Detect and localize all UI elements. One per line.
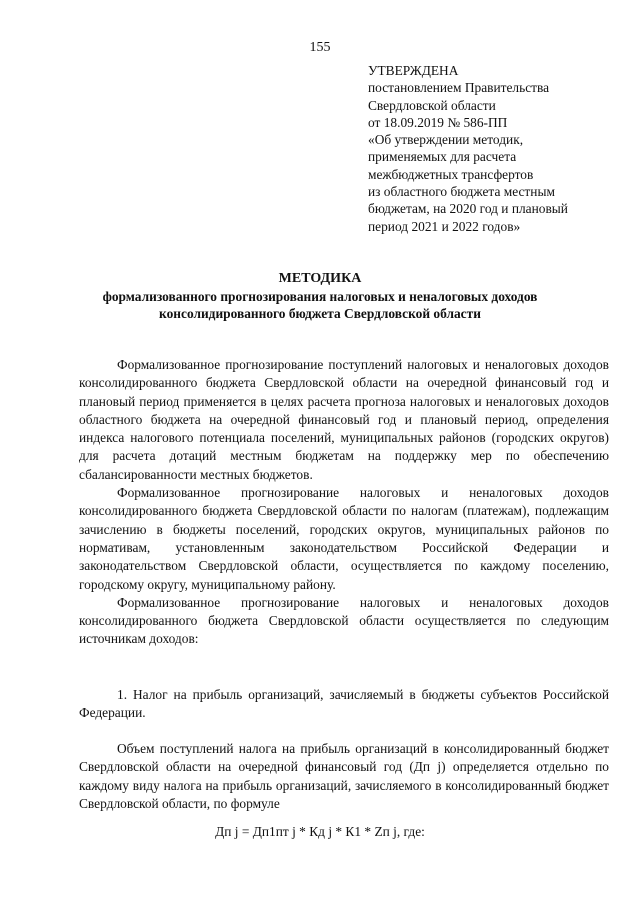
page-number: 155: [309, 40, 331, 55]
title-subtitle-line: консолидированного бюджета Свердловской области: [159, 306, 481, 321]
approval-line: бюджетам, на 2020 год и плановый: [368, 201, 568, 217]
approval-line: «Об утверждении методик,: [368, 132, 524, 148]
paragraph: Формализованное прогнозирование налоговых и неналоговых доходов консолидированного бюджета Свердловской области по налогам (платежам), подлежащим зачислению в бюджеты поселений, городских округов, муниципальных районов по нормативам, установленным законодательством Российской Федерации и законодательством Свердловской области, осуществляется по каждому поселению, городскому округу, муниципальному району.: [79, 485, 609, 592]
approval-line: УТВЕРЖДЕНА: [368, 63, 459, 78]
approval-line: постановлением Правительства: [368, 80, 550, 96]
approval-line: период 2021 и 2022 годов»: [368, 218, 521, 234]
body-section-intro: [79, 356, 609, 649]
paragraph: Формализованное прогнозирование налоговых и неналоговых доходов консолидированного бюджета Свердловской области осуществляется по следующим источникам доходов:: [79, 594, 609, 647]
title-subtitle-line: формализованного прогнозирования налоговых и неналоговых доходов: [102, 289, 538, 304]
paragraph: Формализованное прогнозирование поступлений налоговых и неналоговых доходов консолидированного бюджета Свердловской области на очередной финансовый год и плановый период применяется в целях расчета прогноза налоговых и неналоговых доходов областного бюджета на очередной финансовый год и плановый период, определения индекса налогового потенциала поселений, муниципальных районов (городских округов) для расчета дотаций местным бюджетам на поддержку мер по обеспечению сбалансированности местных бюджетов.: [79, 357, 609, 482]
approval-stamp: [368, 62, 618, 235]
paragraph: Объем поступлений налога на прибыль организаций в консолидированный бюджет Свердловской области на очередной финансовый год (Дп j) определяется отдельно по каждому виду налога на прибыль организаций, зачисляемого в консолидированный бюджет Свердловской области, по формуле: [79, 741, 609, 811]
title-main: МЕТОДИКА: [278, 271, 362, 286]
approval-line: применяемых для расчета: [368, 149, 517, 165]
formula: Дп j = Дп1пт j * Кд j * К1 * Zп j, где:: [215, 824, 425, 839]
body-section-item: [79, 686, 609, 723]
list-item-heading: 1. Налог на прибыль организаций, зачисляемый в бюджеты субъектов Российской Федерации.: [79, 687, 609, 721]
approval-line: межбюджетных трансфертов: [368, 166, 534, 182]
approval-line: от 18.09.2019 № 586-ПП: [368, 114, 508, 130]
approval-line: Свердловской области: [368, 97, 496, 113]
body-section-formula-intro: [79, 740, 609, 813]
document-title: [40, 270, 600, 322]
approval-line: из областного бюджета местным: [368, 184, 555, 200]
